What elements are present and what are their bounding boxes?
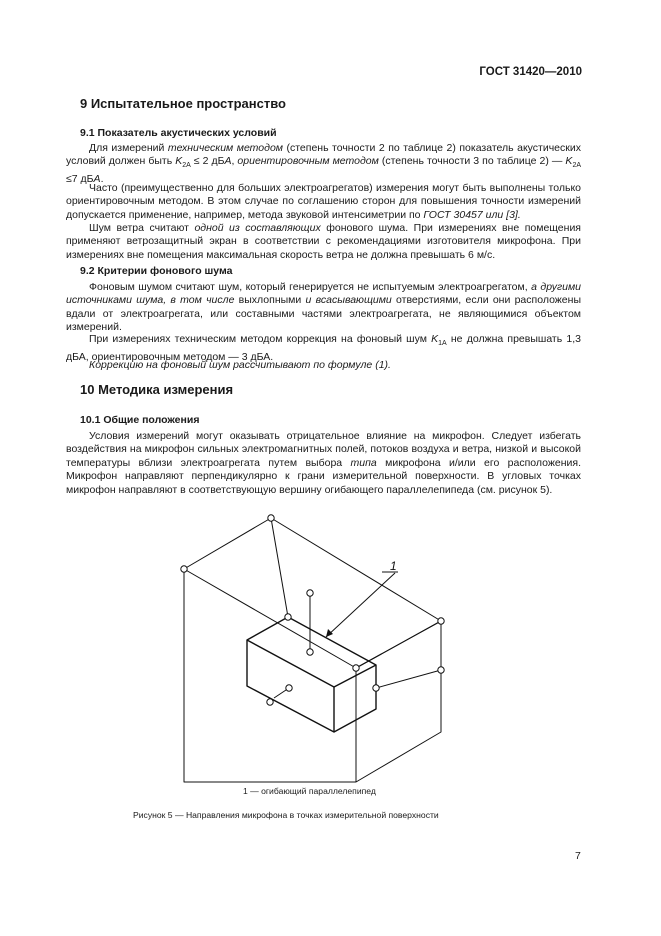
figure-legend: 1 — огибающий параллелепипед [243,786,376,796]
mic-point [285,614,291,620]
inner-box-front-top [247,640,376,687]
mic-line-right-side [376,670,441,688]
mic-line-corner-upper [271,518,288,617]
mic-point [373,685,379,691]
paragraph-10-1-1: Условия измерений могут оказывать отрицательное влияние на микрофон. Следует избегать воздействия на микрофон сильных электромагнитных полей, потоков воздуха и ветра, низкой и высокой температуры вблизи электроагрегата путем выбора типа микрофона и/или его расположения. Микрофон направляют перпендикулярно к грани измерительной поверхности. В угловых точках микрофон направляют в соответствующую вершину огибающего параллелепипеда (см. рисунок 5). [66,430,581,496]
mic-point [307,590,313,596]
paragraph-9-2-3: Коррекцию на фоновый шум рассчитывают по формуле (1). [89,359,391,371]
paragraph-9-2-1: Фоновым шумом считают шум, который генерируется не испытуемым электроагрегатом, а другими источниками шума, в том числе выхлопными и всасывающими отверстиями, если они расположены вдали от электроагрегата, или составными частями электроагрегата, не являющимися объектом измерений. [66,281,582,334]
callout-leader [326,573,395,637]
paragraph-9-1-3: Шум ветра считают одной из составляющих фонового шума. При измерениях вне помещения применяют ветрозащитный экран в соответствии с рекомендациями изготовителя микрофона. При измерениях вне помещения максимальная скорость ветра не должна превышать 6 м/с. [66,222,581,261]
section-9-2-title: 9.2 Критерии фонового шума [80,265,233,277]
mic-point [181,566,187,572]
section-10-1-title: 10.1 Общие положения [80,414,200,426]
mic-point [268,515,274,521]
paragraph-9-1-1: Для измерений техническим методом (степень точности 2 по таблице 2) показатель акустических условий должен быть $K_{2A} \le 2$ дБA, ориентировочным методом (степень точности 3 по таблице 2) — $K_{2A} \le 7$ дБA. [66,142,581,185]
paragraph-9-1-2: Часто (преимущественно для больших электроагрегатов) измерения могут быть выполнены только ориентировочным методом. В этом случае по соглашению сторон для повышения точности измерений допускается применение, например, метода звуковой интенсиметрии по ГОСТ 30457 или [3]. [66,182,581,221]
section-9-1-title: 9.1 Показатель акустических условий [80,127,277,139]
page-number: 7 [575,850,581,862]
mic-point [353,665,359,671]
mic-point [438,618,444,624]
standard-header: ГОСТ 31420—2010 [479,66,582,78]
figure-callout-number: 1 [390,559,397,573]
section-10-title: 10 Методика измерения [80,382,234,397]
mic-point [307,649,313,655]
mic-line-corner-right [356,621,441,668]
section-9-title: 9 Испытательное пространство [80,96,286,111]
mic-point [267,699,273,705]
figure-caption: Рисунок 5 — Направления микрофона в точках измерительной поверхности [133,810,439,820]
mic-point [286,685,292,691]
paragraph-9-2-2: При измерениях техническим методом коррекция на фоновый шум $K_{1A}$ не должна превышать 1,3 дБА, ориентировочным методом — 3 дБА. [66,333,581,363]
callout-arrowhead [326,629,333,637]
mic-point [438,667,444,673]
